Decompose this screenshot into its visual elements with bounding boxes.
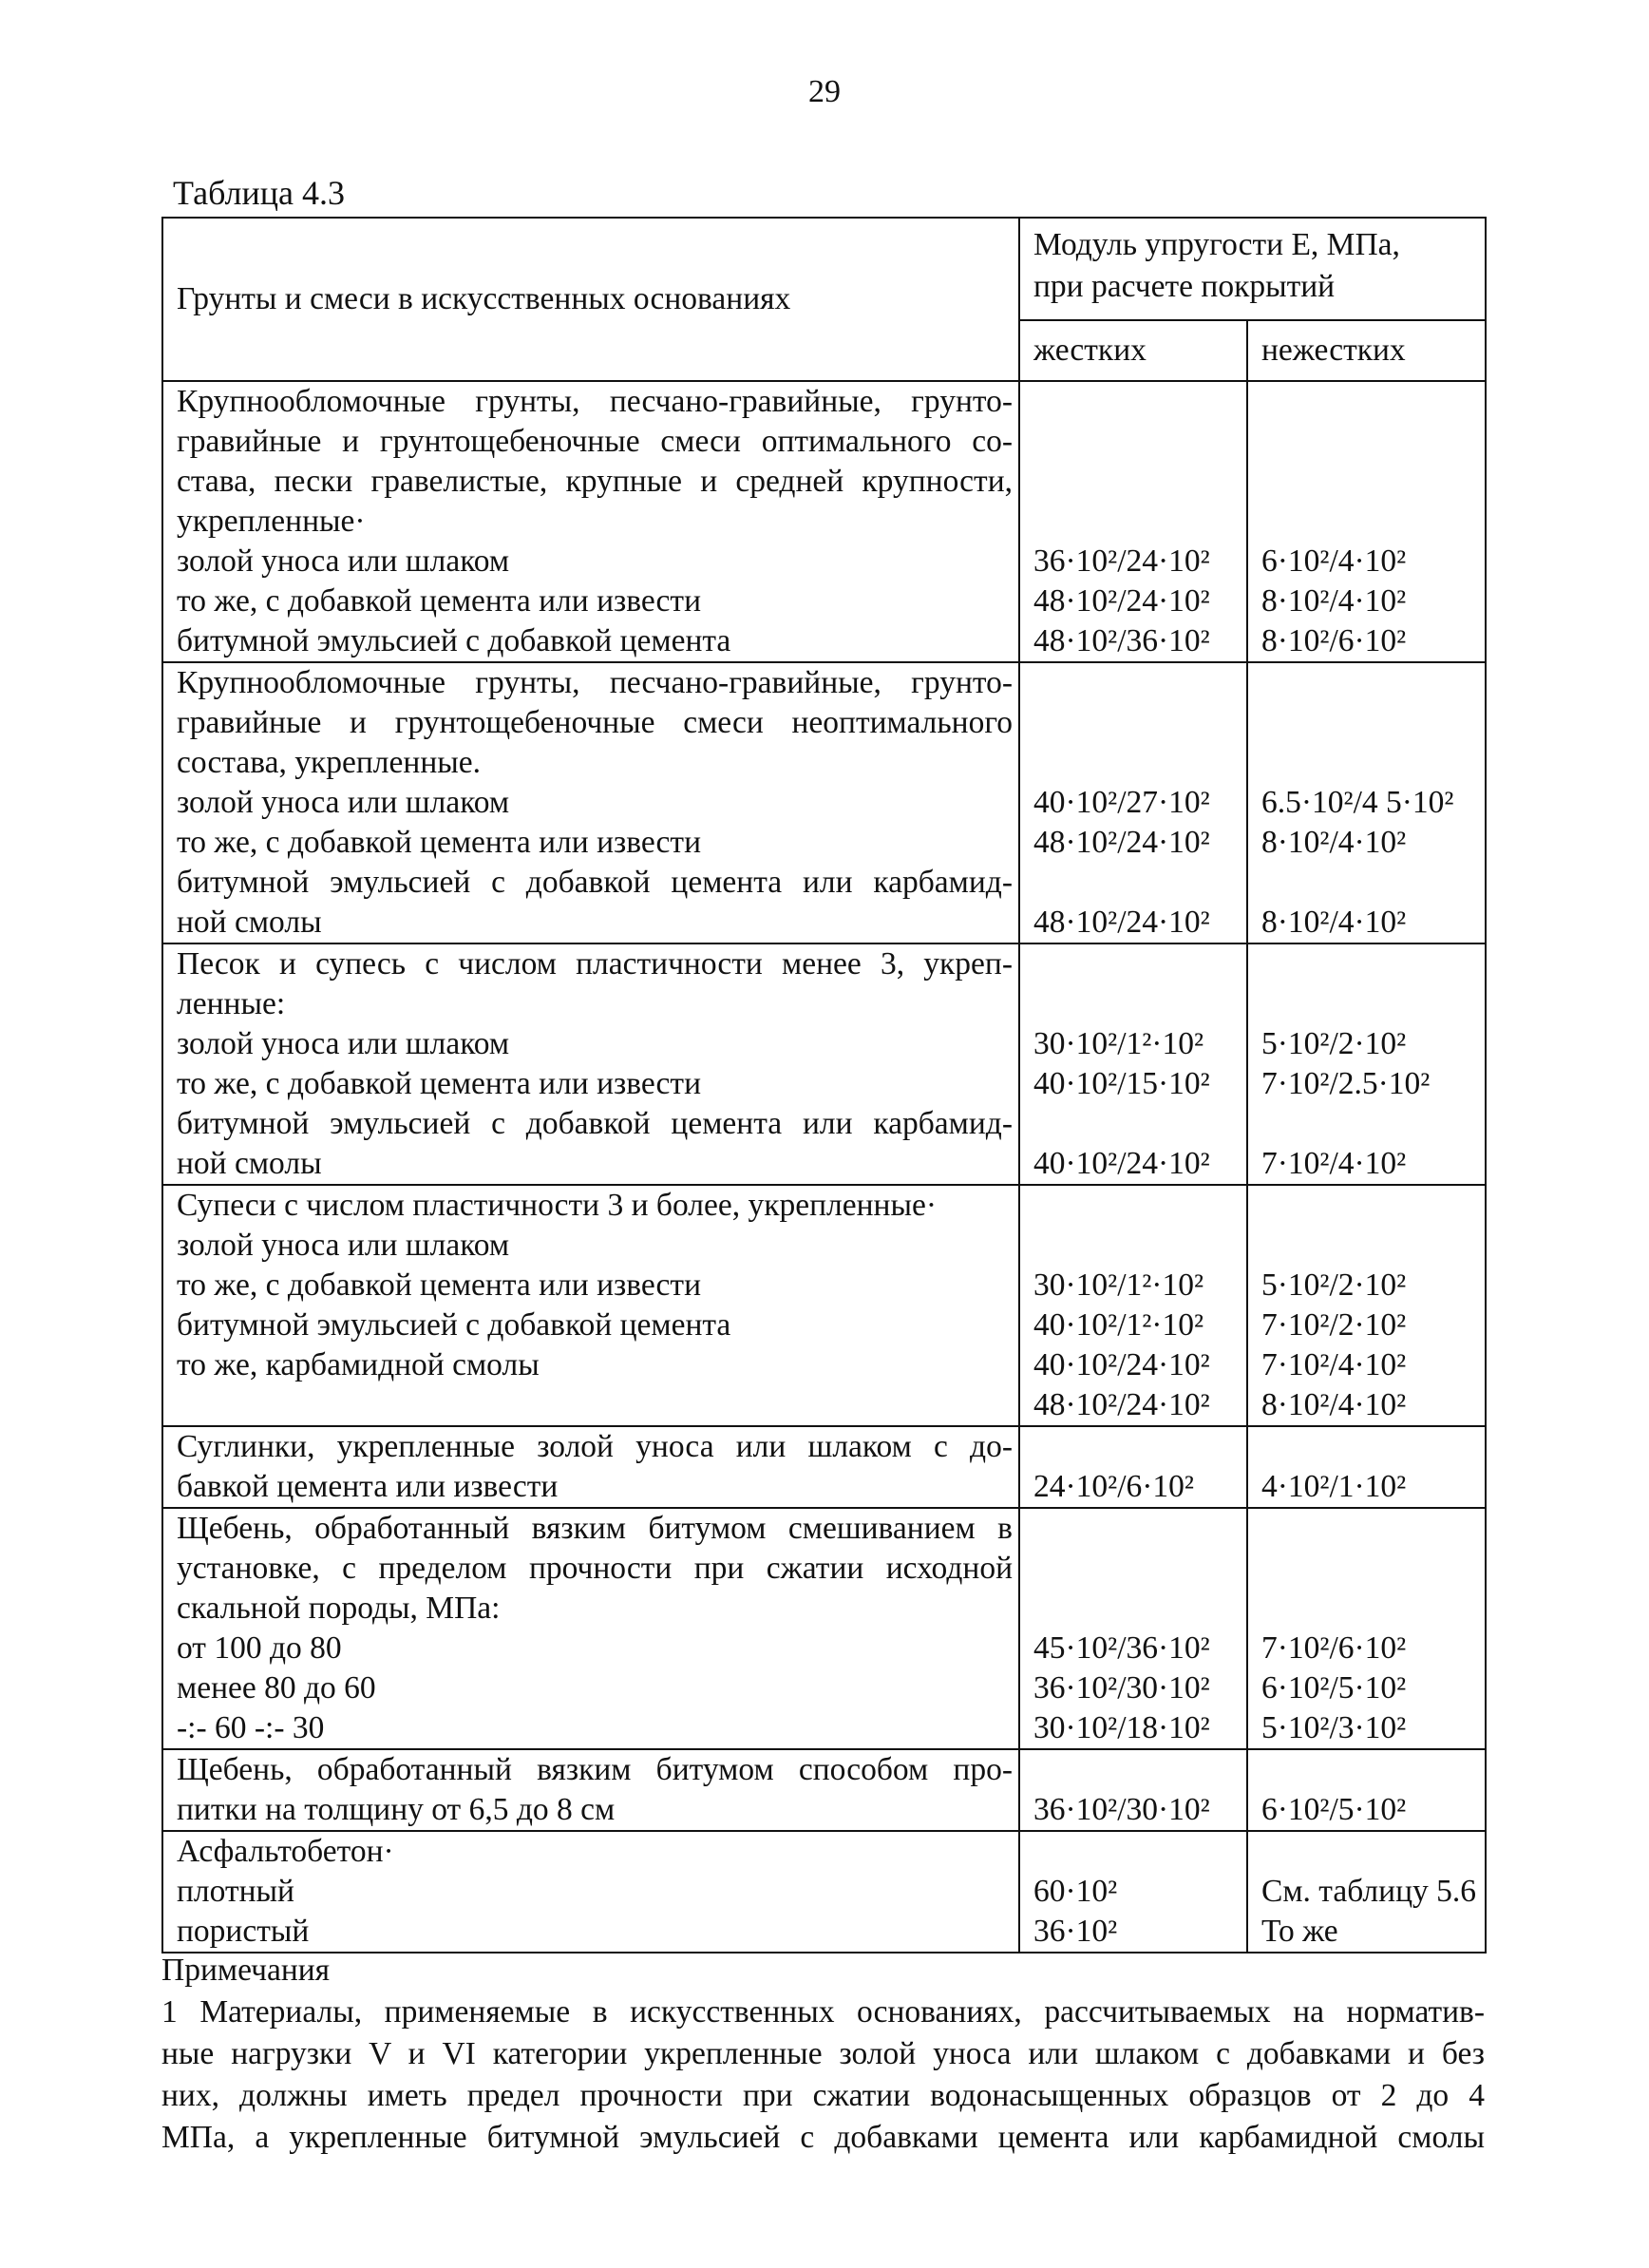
rigid-cell	[1019, 1831, 1247, 1953]
rigid-cell	[1019, 1185, 1247, 1426]
nonrigid-cell	[1247, 662, 1486, 943]
rigid-value	[1033, 502, 1241, 542]
nonrigid-cell	[1247, 1831, 1486, 1953]
material-text-line: укрепленные·	[177, 504, 366, 539]
nonrigid-value: 6.5·10²/4 5·10²	[1261, 785, 1454, 820]
nonrigid-value	[1261, 382, 1479, 422]
table-row	[162, 1426, 1486, 1508]
material-text-line: то же, с добавкой цемента или извести	[177, 1066, 701, 1101]
rigid-value: 36·10²/30·10²	[1033, 1792, 1210, 1827]
material-cell	[162, 1508, 1019, 1749]
rigid-value: 45·10²/36·10²	[1033, 1630, 1210, 1666]
header-modulus-line2: при расчете покрытий	[1033, 269, 1336, 304]
nonrigid-value: 8·10²/4·10²	[1261, 583, 1407, 619]
rigid-value	[1033, 984, 1241, 1024]
rigid-value: 40·10²/15·10²	[1033, 1066, 1210, 1101]
material-text-line: битумной эмульсией с добавкой цемента	[177, 623, 731, 658]
nonrigid-cell	[1247, 1426, 1486, 1508]
material-text-line: то же, карбамидной смолы	[177, 1347, 540, 1382]
nonrigid-value: 8·10²/4·10²	[1261, 905, 1407, 940]
material-cell	[162, 381, 1019, 662]
nonrigid-value	[1261, 703, 1479, 743]
material-text-line: состава, укрепленные.	[177, 745, 482, 780]
table-caption: Таблица 4.3	[173, 174, 345, 212]
elastic-modulus-table	[161, 217, 1487, 1954]
rigid-value: 48·10²/24·10²	[1033, 905, 1210, 940]
rigid-value: 48·10²/36·10²	[1033, 623, 1210, 658]
rigid-cell	[1019, 381, 1247, 662]
rigid-value	[1033, 1186, 1241, 1226]
rigid-value	[1033, 1589, 1241, 1629]
rigid-cell	[1019, 943, 1247, 1185]
nonrigid-value: 7·10²/2·10²	[1261, 1307, 1407, 1343]
header-modulus	[1019, 218, 1486, 320]
rigid-value: 30·10²/1²·10²	[1033, 1267, 1204, 1303]
nonrigid-value	[1261, 1549, 1479, 1589]
material-text-line: то же, с добавкой цемента или извести	[177, 1267, 701, 1303]
notes-line: МПа, а укрепленные битумной эмульсией с добавками цемента или карбамидной смолы	[161, 2120, 1485, 2155]
table-row	[162, 943, 1486, 1185]
material-text-line: Асфальтобетон·	[177, 1834, 394, 1869]
nonrigid-value: 7·10²/2.5·10²	[1261, 1066, 1431, 1101]
nonrigid-value	[1261, 944, 1479, 984]
nonrigid-value	[1261, 1226, 1479, 1266]
material-text-line	[177, 1385, 1013, 1425]
rigid-value	[1033, 1509, 1241, 1549]
rigid-cell	[1019, 1749, 1247, 1831]
material-text-line: битумной эмульсией с добавкой цемента или карбамид-	[177, 865, 1013, 900]
material-text-line: Щебень, обработанный вязким битумом способом про-	[177, 1752, 1013, 1787]
nonrigid-value	[1261, 1589, 1479, 1629]
table-row	[162, 381, 1486, 662]
table-row	[162, 662, 1486, 943]
notes	[161, 1950, 1485, 2159]
rigid-value	[1033, 462, 1241, 502]
material-text-line: гравийные и грунтощебеночные смеси неоптимального	[177, 705, 1013, 740]
material-text-line: питки на толщину от 6,5 до 8 см	[177, 1792, 616, 1827]
nonrigid-value	[1261, 984, 1479, 1024]
nonrigid-cell	[1247, 381, 1486, 662]
material-text-line: плотный	[177, 1874, 294, 1909]
nonrigid-value: 8·10²/4·10²	[1261, 825, 1407, 860]
nonrigid-value	[1261, 1750, 1479, 1790]
nonrigid-value	[1261, 1104, 1479, 1144]
rigid-value: 48·10²/24·10²	[1033, 825, 1210, 860]
rigid-value	[1033, 1750, 1241, 1790]
nonrigid-value: 6·10²/5·10²	[1261, 1792, 1407, 1827]
nonrigid-value: 4·10²/1·10²	[1261, 1469, 1407, 1504]
rigid-value: 40·10²/24·10²	[1033, 1347, 1210, 1382]
rigid-value: 24·10²/6·10²	[1033, 1469, 1194, 1504]
material-text-line: става, пески гравелистые, крупные и средней крупности,	[177, 464, 1013, 499]
material-text-line: Крупнообломочные грунты, песчано-гравийные, грунто-	[177, 384, 1013, 419]
nonrigid-value: 5·10²/2·10²	[1261, 1267, 1407, 1303]
table-row	[162, 1508, 1486, 1749]
table-row	[162, 1831, 1486, 1953]
table-row	[162, 1185, 1486, 1426]
material-text-line: ленные:	[177, 986, 286, 1021]
material-text-line: ной смолы	[177, 905, 322, 940]
material-cell	[162, 662, 1019, 943]
nonrigid-value: То же	[1261, 1914, 1338, 1949]
nonrigid-value: 7·10²/4·10²	[1261, 1146, 1407, 1181]
page-number: 29	[808, 74, 841, 109]
header-modulus-line1: Модуль упругости Е, МПа,	[1033, 227, 1400, 262]
nonrigid-value	[1261, 502, 1479, 542]
rigid-cell	[1019, 1426, 1247, 1508]
material-text-line: золой уноса или шлаком	[177, 1026, 510, 1061]
nonrigid-value: 7·10²/6·10²	[1261, 1630, 1407, 1666]
rigid-value	[1033, 863, 1241, 903]
nonrigid-value: 6·10²/4·10²	[1261, 543, 1407, 579]
rigid-value: 40·10²/1²·10²	[1033, 1307, 1204, 1343]
rigid-value: 48·10²/24·10²	[1033, 1387, 1210, 1422]
material-text-line: Щебень, обработанный вязким битумом смешиванием в	[177, 1511, 1013, 1546]
rigid-value	[1033, 743, 1241, 783]
nonrigid-value: 8·10²/6·10²	[1261, 623, 1407, 658]
rigid-value	[1033, 382, 1241, 422]
rigid-value: 36·10²/30·10²	[1033, 1670, 1210, 1706]
material-cell	[162, 943, 1019, 1185]
header-materials: Грунты и смеси в искусственных основаниях	[162, 218, 1019, 381]
material-text-line: -:- 60 -:- 30	[177, 1710, 325, 1745]
notes-title: Примечания	[161, 1953, 331, 1988]
nonrigid-value: См. таблицу 5.6	[1261, 1874, 1476, 1909]
rigid-value: 36·10²	[1033, 1914, 1118, 1949]
nonrigid-value	[1261, 422, 1479, 462]
material-text-line: бавкой цемента или извести	[177, 1469, 559, 1504]
nonrigid-value: 8·10²/4·10²	[1261, 1387, 1407, 1422]
nonrigid-value	[1261, 863, 1479, 903]
rigid-value	[1033, 1104, 1241, 1144]
material-text-line: гравийные и грунтощебеночные смеси оптимального со-	[177, 424, 1013, 459]
rigid-cell	[1019, 662, 1247, 943]
rigid-value: 40·10²/24·10²	[1033, 1146, 1210, 1181]
material-text-line: золой уноса или шлаком	[177, 1228, 510, 1263]
rigid-value	[1033, 663, 1241, 703]
nonrigid-value	[1261, 462, 1479, 502]
rigid-value	[1033, 703, 1241, 743]
rigid-value: 60·10²	[1033, 1874, 1118, 1909]
material-text-line: пористый	[177, 1914, 310, 1949]
rigid-cell	[1019, 1508, 1247, 1749]
material-text-line: то же, с добавкой цемента или извести	[177, 825, 701, 860]
table-body	[162, 381, 1486, 1953]
nonrigid-cell	[1247, 1508, 1486, 1749]
nonrigid-cell	[1247, 943, 1486, 1185]
rigid-value	[1033, 1832, 1241, 1872]
material-text-line: Крупнообломочные грунты, песчано-гравийные, грунто-	[177, 665, 1013, 700]
material-text-line: скальной породы, МПа:	[177, 1591, 501, 1626]
rigid-value	[1033, 422, 1241, 462]
nonrigid-value: 7·10²/4·10²	[1261, 1347, 1407, 1382]
rigid-value	[1033, 1427, 1241, 1467]
material-text-line: от 100 до 80	[177, 1630, 342, 1666]
material-text-line: битумной эмульсией с добавкой цемента	[177, 1307, 731, 1343]
nonrigid-value	[1261, 1186, 1479, 1226]
material-text-line: Песок и супесь с числом пластичности менее 3, укреп-	[177, 946, 1013, 982]
table-row	[162, 1749, 1486, 1831]
nonrigid-cell	[1247, 1185, 1486, 1426]
material-text-line: то же, с добавкой цемента или извести	[177, 583, 701, 619]
rigid-value: 36·10²/24·10²	[1033, 543, 1210, 579]
header-rigid: жестких	[1019, 320, 1247, 381]
notes-line: них, должны иметь предел прочности при сжатии водонасыщенных образцов от 2 до 4	[161, 2078, 1485, 2113]
nonrigid-value	[1261, 663, 1479, 703]
rigid-value: 30·10²/18·10²	[1033, 1710, 1210, 1745]
material-cell	[162, 1426, 1019, 1508]
notes-line: 1 Материалы, применяемые в искусственных основаниях, рассчитываемых на норматив-	[161, 1994, 1485, 2030]
nonrigid-value	[1261, 1509, 1479, 1549]
material-cell	[162, 1749, 1019, 1831]
rigid-value: 48·10²/24·10²	[1033, 583, 1210, 619]
nonrigid-value: 5·10²/3·10²	[1261, 1710, 1407, 1745]
nonrigid-value: 6·10²/5·10²	[1261, 1670, 1407, 1706]
notes-line: ные нагрузки V и VI категории укрепленные золой уноса или шлаком с добавками и без	[161, 2036, 1485, 2071]
nonrigid-cell	[1247, 1749, 1486, 1831]
nonrigid-value	[1261, 1832, 1479, 1872]
rigid-value: 40·10²/27·10²	[1033, 785, 1210, 820]
header-nonrigid: нежестких	[1247, 320, 1486, 381]
material-cell	[162, 1185, 1019, 1426]
material-text-line: золой уноса или шлаком	[177, 785, 510, 820]
rigid-value	[1033, 944, 1241, 984]
nonrigid-value	[1261, 1427, 1479, 1467]
material-cell	[162, 1831, 1019, 1953]
material-text-line: Суглинки, укрепленные золой уноса или шлаком с до-	[177, 1429, 1013, 1464]
material-text-line: установке, с пределом прочности при сжатии исходной	[177, 1551, 1013, 1586]
material-text-line: ной смолы	[177, 1146, 322, 1181]
material-text-line: менее 80 до 60	[177, 1670, 376, 1706]
nonrigid-value	[1261, 743, 1479, 783]
material-text-line: золой уноса или шлаком	[177, 543, 510, 579]
rigid-value	[1033, 1226, 1241, 1266]
material-text-line: битумной эмульсией с добавкой цемента или карбамид-	[177, 1106, 1013, 1141]
material-text-line: Супеси с числом пластичности 3 и более, укрепленные·	[177, 1188, 938, 1223]
rigid-value: 30·10²/1²·10²	[1033, 1026, 1204, 1061]
nonrigid-value: 5·10²/2·10²	[1261, 1026, 1407, 1061]
rigid-value	[1033, 1549, 1241, 1589]
